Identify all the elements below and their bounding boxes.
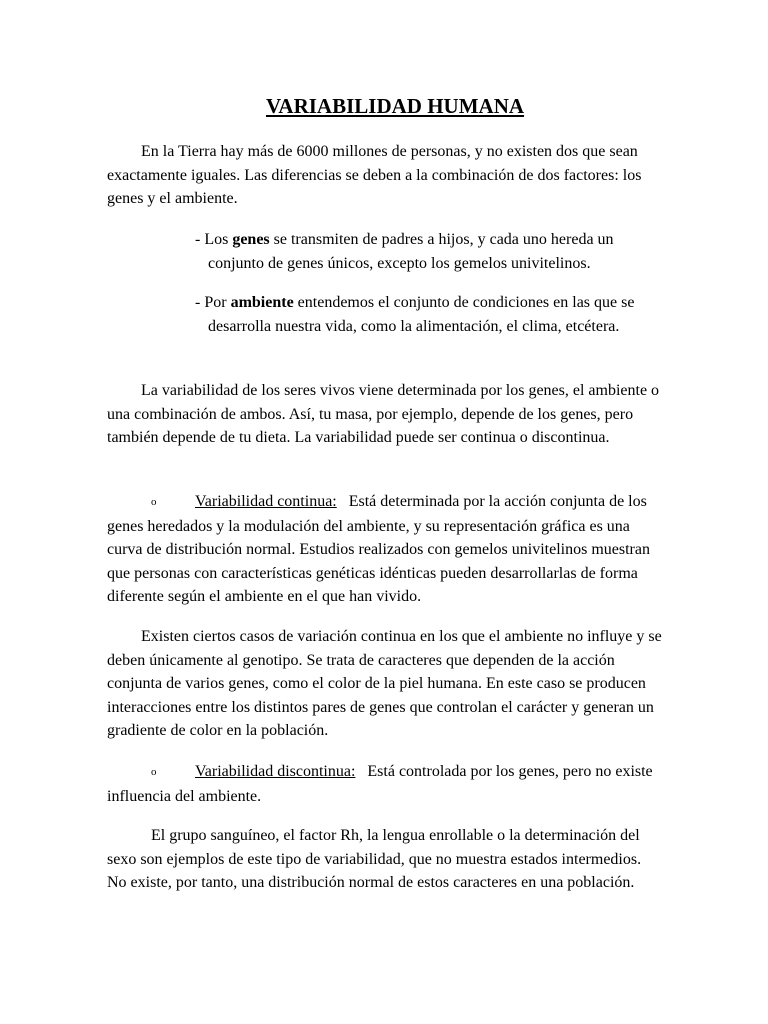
bullet-discontinuous — [107, 760, 662, 808]
list-item-genes-prefix: - Los — [195, 231, 233, 248]
bullet-mark-icon: o — [151, 766, 157, 778]
list-item-genes-term: genes — [232, 231, 270, 248]
bullet-mark-icon: o — [151, 496, 157, 508]
bullet-continuous-heading: Variabilidad continua: — [195, 493, 337, 510]
list-item-genes-text: se transmiten de padres a hijos, y cada uno hereda un conjunto de genes únicos, excepto los gemelos univitelinos. — [208, 231, 614, 272]
list-item-ambiente-prefix: - Por — [195, 294, 231, 311]
bullet-discontinuous-heading: Variabilidad discontinua: — [195, 763, 356, 780]
variability-paragraph: La variabilidad de los seres vivos viene determinada por los genes, el ambiente o una combinación de ambos. Así, tu masa, por ejemplo, depende de los genes, pero también depende de tu dieta. La variabilidad puede ser continua o discontinua. — [107, 382, 660, 446]
list-item-genes — [195, 228, 668, 275]
list-item-ambiente-text: entendemos el conjunto de condiciones en las que se desarrolla nuestra vida, como la alimentación, el clima, etcétera. — [208, 294, 635, 335]
discontinuous-examples-paragraph: El grupo sanguíneo, el factor Rh, la lengua enrollable o la determinación del sexo son ejemplos de este tipo de variabilidad, que no muestra estados intermedios. No existe, por tanto, una distribución normal de estos caracteres en una población. — [107, 827, 642, 891]
list-item-ambiente — [195, 291, 668, 338]
bullet-continuous-text: Está determinada por la acción conjunta de los genes heredados y la modulación del ambiente, y su representación gráfica es una curva de distribución normal. Estudios realizados con gemelos univitelinos muestran que personas con características genéticas idénticas pueden desarrollarlas de forma diferente según el ambiente en el que han vivido. — [107, 493, 650, 605]
bullet-continuous — [107, 490, 662, 609]
document-title: VARIABILIDAD HUMANA — [265, 94, 525, 118]
bullet-discontinuous-text: Está controlada por los genes, pero no existe influencia del ambiente. — [107, 763, 653, 805]
intro-paragraph: En la Tierra hay más de 6000 millones de personas, y no existen dos que sean exactamente iguales. Las diferencias se deben a la combinación de dos factores: los genes y el ambiente. — [107, 143, 642, 207]
list-item-ambiente-term: ambiente — [230, 294, 294, 311]
continuous-cases-paragraph: Existen ciertos casos de variación continua en los que el ambiente no influye y se deben únicamente al genotipo. Se trata de caracteres que dependen de la acción conjunta de varios genes, como el color de la piel humana. En este caso se producen interacciones entre los distintos pares de genes que controlan el carácter y generan un gradiente de color en la población. — [107, 628, 662, 739]
